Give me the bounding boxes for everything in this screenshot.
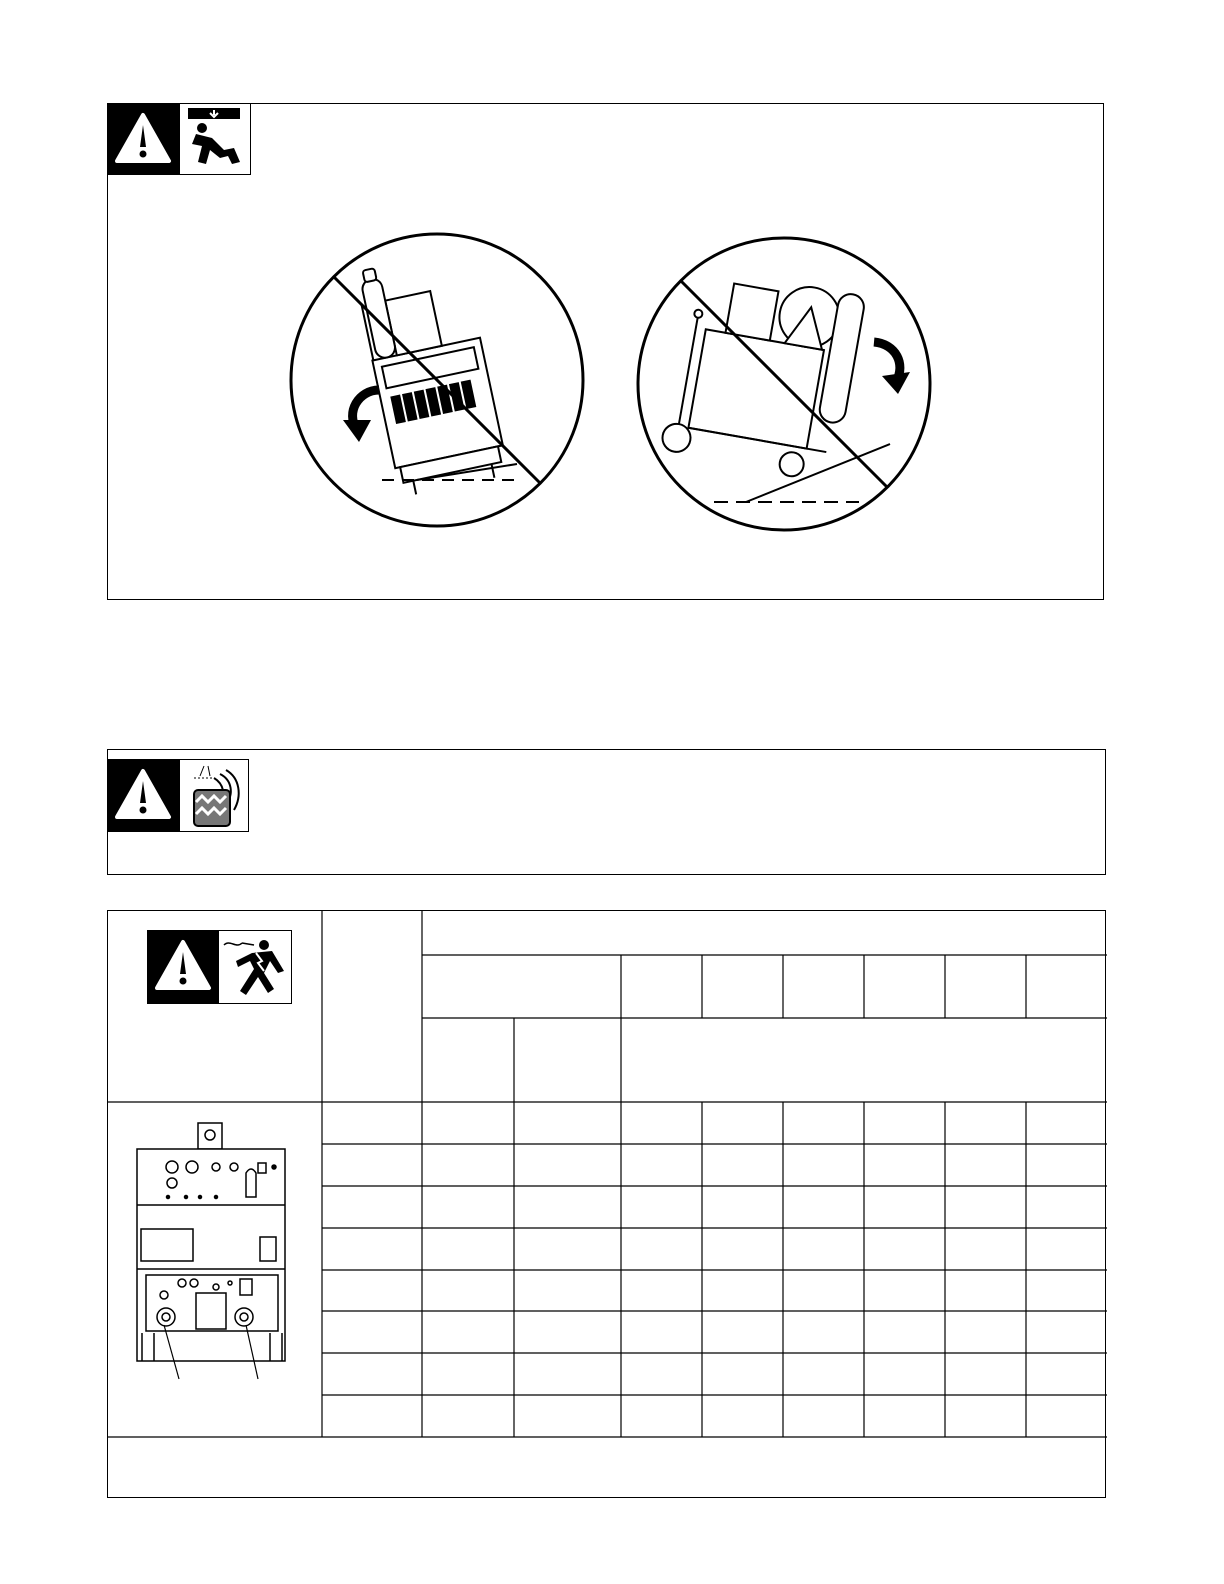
tipping-warning-box [107, 103, 1104, 600]
electric-shock-icon [220, 931, 291, 1003]
electric-shock-table [107, 910, 1106, 1498]
tipped-cart-prohibited [634, 234, 934, 534]
tipped-welder-prohibited [287, 230, 587, 530]
hot-parts-burn-icon [179, 759, 249, 832]
shock-warning-label [147, 930, 292, 1004]
warning-triangle-icon [107, 759, 179, 832]
warning-triangle-icon [107, 103, 179, 175]
warning-triangle-icon [147, 930, 219, 1004]
welder-front-panel [134, 1121, 289, 1381]
falling-equipment-icon [179, 103, 251, 175]
hot-parts-warning-box [107, 749, 1106, 875]
